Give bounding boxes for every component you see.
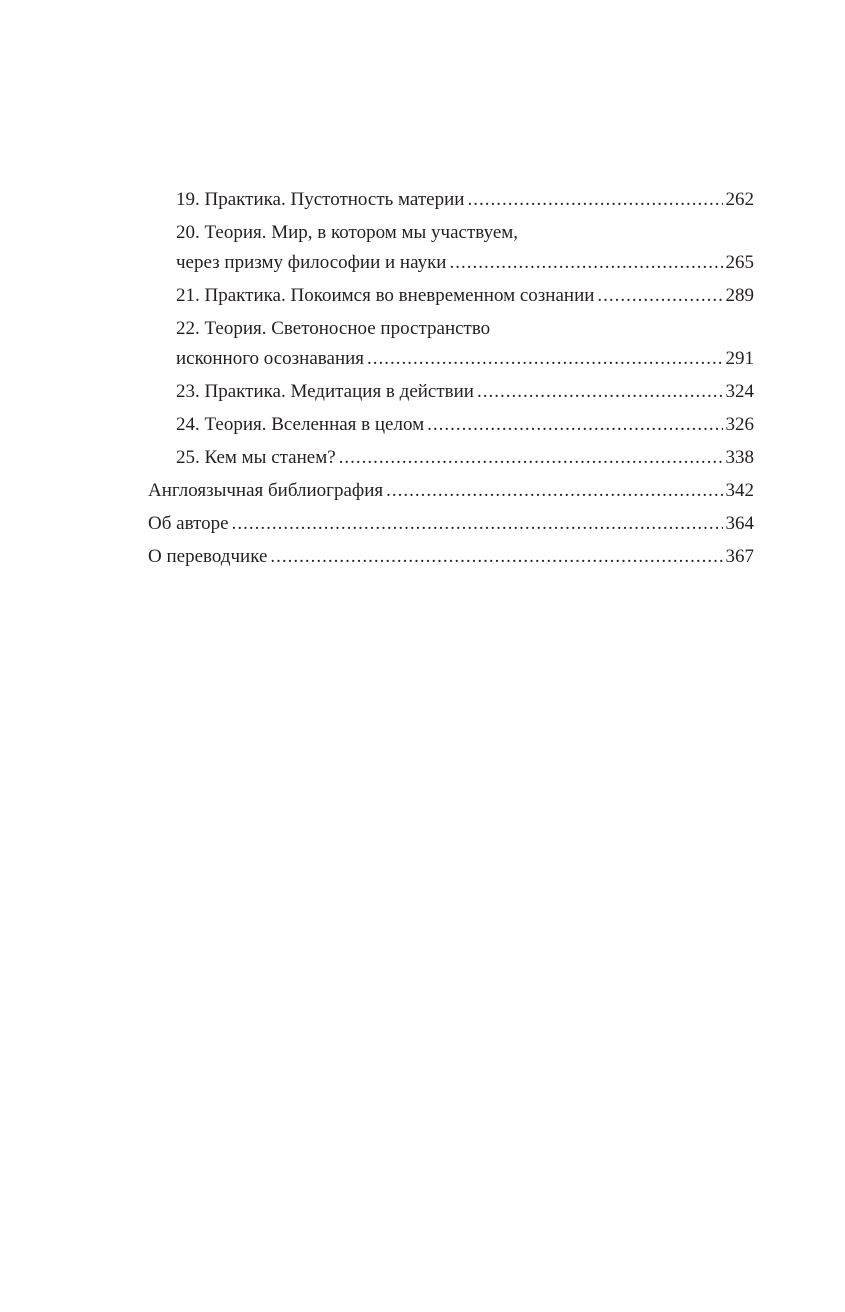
toc-entry-title: через призму философии и науки [176,252,447,273]
toc-entry-24[interactable] [148,410,754,440]
toc-entry-title: Англоязычная библиография [148,480,384,501]
dot-leader [339,443,723,473]
toc-entry-23[interactable] [148,377,754,407]
toc-entry-line [176,185,754,215]
toc-entry-title: 19. Практика. Пустотность материи [176,189,465,210]
toc-entry-20[interactable] [148,218,754,278]
toc-entry-title: 23. Практика. Медитация в действии [176,381,474,402]
toc-page-number: 342 [725,480,754,501]
dot-leader [367,344,722,374]
toc-entry-line [176,281,754,311]
dot-leader [270,542,722,572]
toc-page-number: 326 [725,414,754,435]
toc-entry-25[interactable] [148,443,754,473]
toc-entry-19[interactable] [148,185,754,215]
toc-entry-title: 21. Практика. Покоимся во вневременном сознании [176,285,595,306]
toc-entry-title: О переводчике [148,546,268,567]
toc-entry-line [148,476,754,506]
toc-entry-title: 24. Теория. Вселенная в целом [176,414,425,435]
toc-page-number: 324 [725,381,754,402]
toc-entry-about-author[interactable] [148,509,754,539]
toc-entry-bibliography[interactable] [148,476,754,506]
toc-entry-title-first-line: 22. Теория. Светоносное пространство [176,318,491,339]
toc-entry-title-first-line: 20. Теория. Мир, в котором мы участвуем, [176,222,519,243]
toc-entry-line [176,248,754,278]
toc-entry-line [148,542,754,572]
dot-leader [427,410,722,440]
toc-entry-title: исконного осознавания [176,348,365,369]
toc-entry-line [176,443,754,473]
dot-leader [477,377,723,407]
dot-leader [467,185,722,215]
toc-page-number: 289 [725,285,754,306]
dot-leader [232,509,723,539]
toc-page-number: 364 [725,513,754,534]
toc-entry-title: 25. Кем мы станем? [176,447,336,468]
dot-leader [449,248,722,278]
table-of-contents [148,185,754,572]
dot-leader [386,476,722,506]
toc-page-number: 265 [725,252,754,273]
toc-entry-line [148,509,754,539]
toc-page-number: 367 [725,546,754,567]
toc-entry-line [176,377,754,407]
toc-entry-line [176,344,754,374]
toc-entry-about-translator[interactable] [148,542,754,572]
toc-entry-line [176,410,754,440]
toc-entry-title: Об авторе [148,513,229,534]
toc-page-number: 262 [725,189,754,210]
toc-entry-22[interactable] [148,314,754,374]
toc-page-number: 291 [725,348,754,369]
toc-page-number: 338 [725,447,754,468]
toc-entry-21[interactable] [148,281,754,311]
dot-leader [597,281,722,311]
